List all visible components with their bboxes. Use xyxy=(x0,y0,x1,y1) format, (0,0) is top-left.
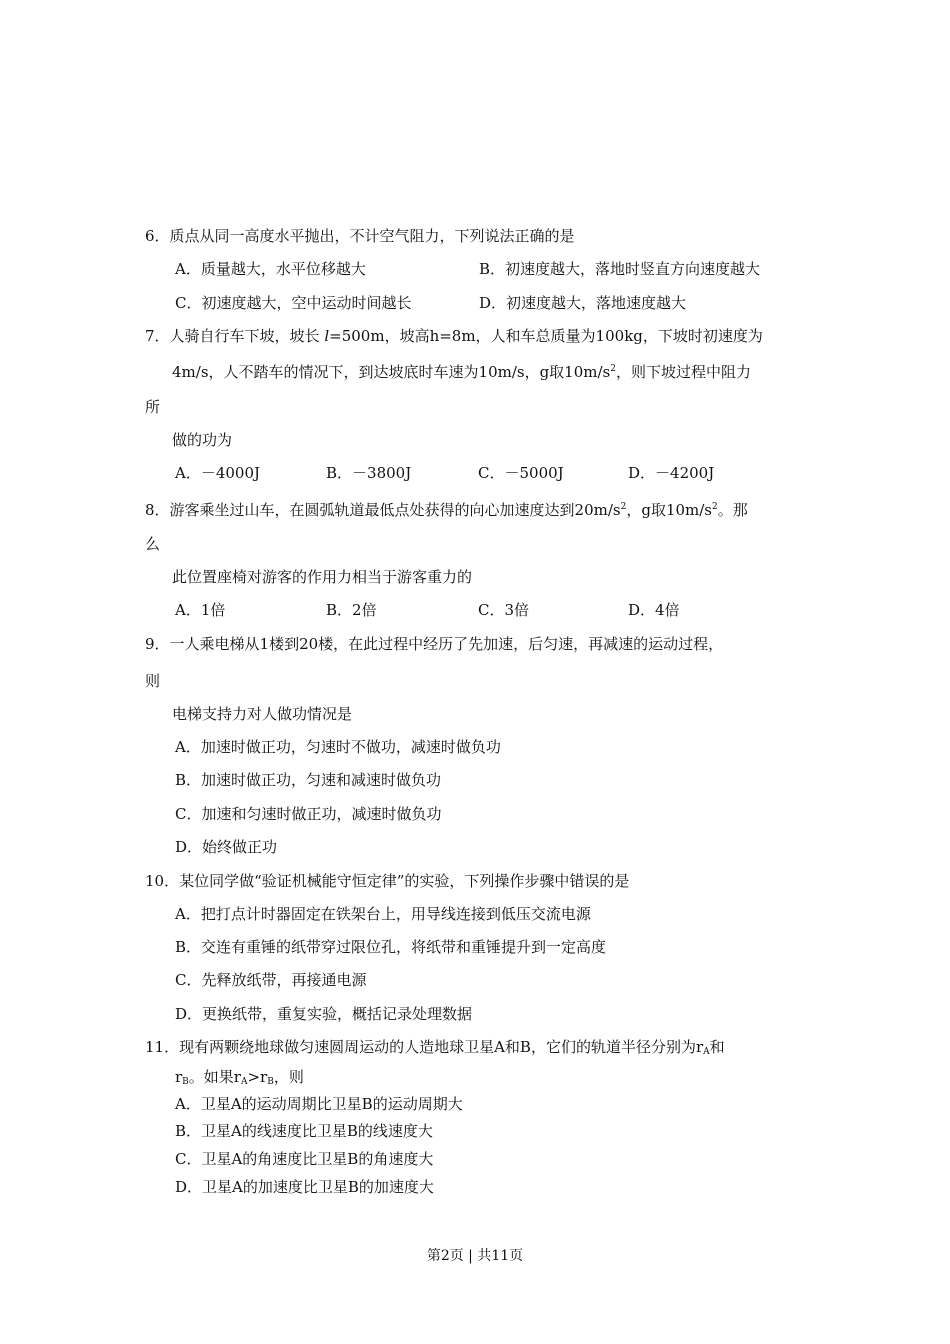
q11-stem-line1 xyxy=(145,1037,725,1062)
q11-stem-line2 xyxy=(175,1067,304,1092)
q7-text: ，则下坡过程中阻力 xyxy=(615,363,751,381)
q9-option-d: D．始终做正功 xyxy=(175,838,278,856)
q10-option-c: C．先释放纸带，再接通电源 xyxy=(175,971,367,989)
q11-text: 。如果r xyxy=(188,1068,241,1086)
q8-option-d: D．4倍 xyxy=(628,601,680,619)
q8-text: 8．游客乘坐过山车，在圆弧轨道最低点处获得的向心加速度达到20m/s xyxy=(145,501,621,519)
q8-stem-line1 xyxy=(145,497,748,520)
q7-stem-line1 xyxy=(145,326,763,346)
q9-option-b: B．加速时做正功，匀速和减速时做负功 xyxy=(175,771,442,789)
q7-option-b: B．－3800J xyxy=(326,464,412,482)
q7-stem-line4: 做的功为 xyxy=(172,431,233,449)
q10-stem: 10．某位同学做“验证机械能守恒定律”的实验，下列操作步骤中错误的是 xyxy=(145,872,630,890)
q10-option-d: D．更换纸带，重复实验，概括记录处理数据 xyxy=(175,1005,473,1023)
q11-text: r xyxy=(175,1068,183,1086)
q6-option-b: B．初速度越大，落地时竖直方向速度越大 xyxy=(479,260,761,278)
q9-option-a: A．加速时做正功，匀速时不做功，减速时做负功 xyxy=(175,738,501,756)
q11-option-d: D．卫星A的加速度比卫星B的加速度大 xyxy=(175,1178,434,1196)
q7-stem-line3: 所 xyxy=(145,398,161,416)
q7-text: 4m/s，人不踏车的情况下，到达坡底时车速为10m/s，g取10m/s xyxy=(172,363,611,381)
subscript: A xyxy=(703,1047,710,1057)
q10-option-a: A．把打点计时器固定在铁架台上，用导线连接到低压交流电源 xyxy=(175,905,591,923)
q7-text: =500m，坡高h=8m，人和车总质量为100kg，下坡时初速度为 xyxy=(329,327,763,345)
q11-option-a: A．卫星A的运动周期比卫星B的运动周期大 xyxy=(175,1095,463,1113)
q11-text: 和 xyxy=(709,1038,725,1056)
page-footer: 第2页 | 共11页 xyxy=(426,1248,524,1264)
subscript: B xyxy=(267,1077,274,1087)
q8-option-a: A．1倍 xyxy=(175,601,226,619)
q7-option-d: D．－4200J xyxy=(628,464,715,482)
q9-stem-line3: 电梯支持力对人做功情况是 xyxy=(172,705,353,723)
q11-text: 11．现有两颗绕地球做匀速圆周运动的人造地球卫星A和B，它们的轨道半径分别为r xyxy=(145,1038,704,1056)
q7-option-a: A．－4000J xyxy=(175,464,261,482)
q6-option-a: A．质量越大，水平位移越大 xyxy=(175,260,366,278)
q7-text: 7．人骑自行车下坡，坡长 xyxy=(145,327,325,345)
q8-text: ，g取10m/s xyxy=(626,501,713,519)
q11-text: ，则 xyxy=(273,1068,304,1086)
q8-text: 。那 xyxy=(717,501,748,519)
q8-option-b: B．2倍 xyxy=(326,601,377,619)
q8-stem-line3: 此位置座椅对游客的作用力相当于游客重力的 xyxy=(172,568,473,586)
q9-option-c: C．加速和匀速时做正功，减速时做负功 xyxy=(175,805,442,823)
q6-option-c: C．初速度越大，空中运动时间越长 xyxy=(175,294,412,312)
superscript: 2 xyxy=(620,502,627,512)
q10-option-b: B．交连有重锤的纸带穿过限位孔，将纸带和重锤提升到一定高度 xyxy=(175,938,607,956)
superscript: 2 xyxy=(712,502,718,512)
q9-stem-line2: 则 xyxy=(145,672,161,690)
q7-stem-line2 xyxy=(172,359,751,382)
q8-option-c: C．3倍 xyxy=(478,601,530,619)
q6-option-d: D．初速度越大，落地速度越大 xyxy=(479,294,687,312)
subscript: B xyxy=(182,1077,189,1087)
q11-text: >r xyxy=(247,1068,268,1086)
q6-stem: 6．质点从同一高度水平抛出，不计空气阻力，下列说法正确的是 xyxy=(145,227,575,245)
superscript: 2 xyxy=(610,364,616,374)
q9-stem-line1: 9．一人乘电梯从1楼到20楼，在此过程中经历了先加速，后匀速，再减速的运动过程， xyxy=(145,635,724,653)
q8-stem-line2: 么 xyxy=(145,535,161,553)
q7-length-symbol: l xyxy=(324,327,330,345)
subscript: A xyxy=(240,1077,248,1087)
q11-option-b: B．卫星A的线速度比卫星B的线速度大 xyxy=(175,1122,433,1140)
q7-option-c: C．－5000J xyxy=(478,464,564,482)
q11-option-c: C．卫星A的角速度比卫星B的角速度大 xyxy=(175,1150,434,1168)
